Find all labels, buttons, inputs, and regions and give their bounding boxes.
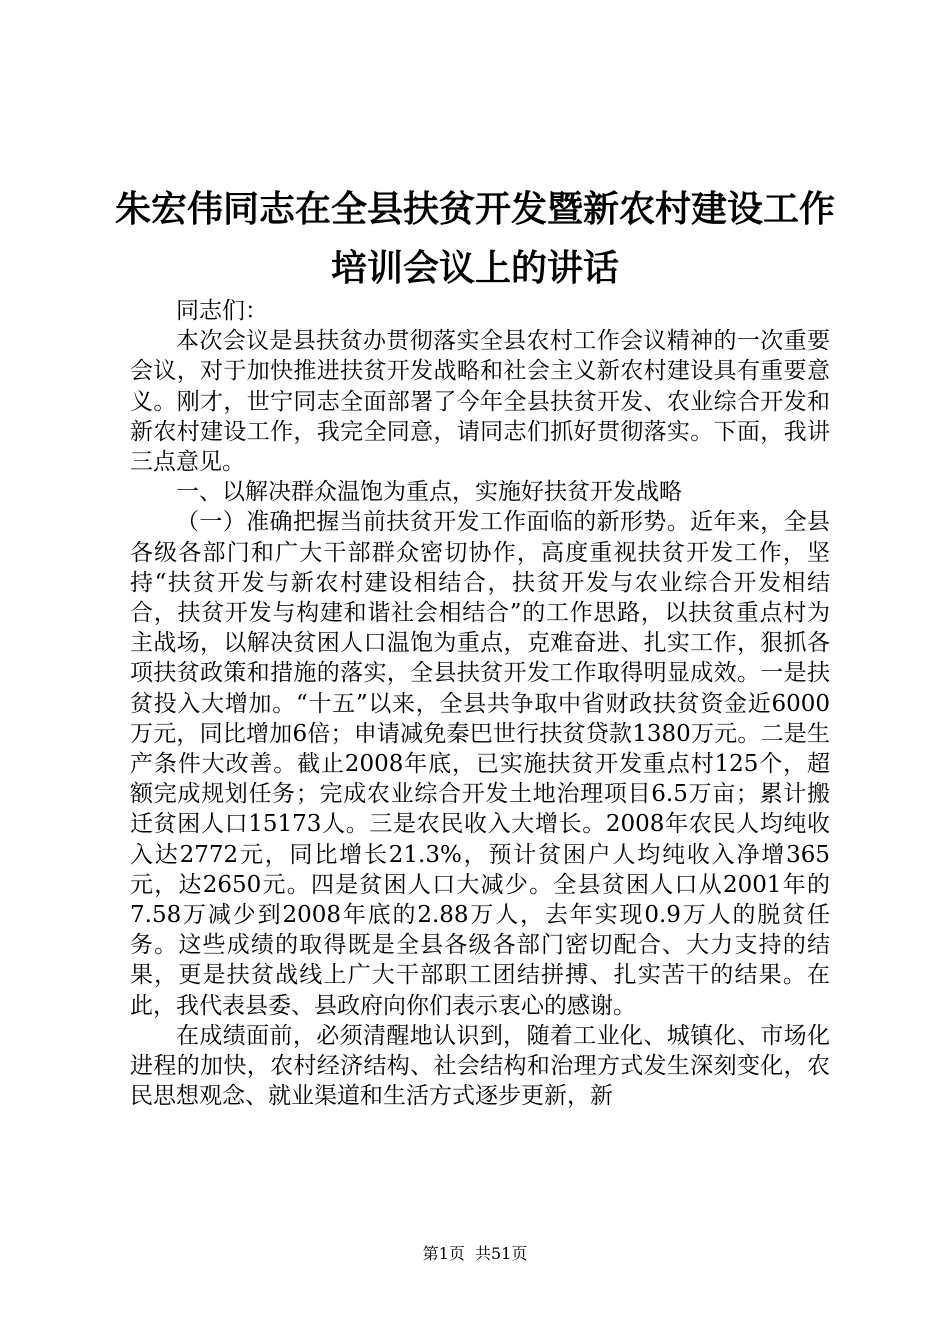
section-heading-1: 一、以解决群众温饱为重点，实施好扶贫开发战略 bbox=[176, 479, 682, 506]
paragraph-opening: 本次会议是县扶贫办贯彻落实全县农村工作会议精神的一次重要会议，对于加快推进扶贫开发战略和社会主义新农村建设具有重要意义。刚才，世宁同志全面部署了今年全县扶贫开发、农业综合开发和新农村建设工作，我完全同意，请同志们抓好贯彻落实。下面，我讲三点意见。 bbox=[130, 328, 830, 476]
page-number: 第1页 共51页 bbox=[422, 1244, 528, 1263]
document-body bbox=[130, 296, 830, 1111]
paragraph-situation: （一）准确把握当前扶贫开发工作面临的新形势。近年来，全县各级各部门和广大干部群众密切协作，高度重视扶贫开发工作，坚持“扶贫开发与新农村建设相结合，扶贫开发与农业综合开发相结合，扶贫开发与构建和谐社会相结合”的工作思路，以扶贫重点村为主战场，以解决贫困人口温饱为重点，克难奋进、扎实工作，狠抓各项扶贫政策和措施的落实，全县扶贫开发工作取得明显成效。一是扶贫投入大增加。“十五”以来，全县共争取中省财政扶贫资金近6000万元，同比增加6倍；申请减免秦巴世行扶贫贷款1380万元。二是生产条件大改善。截止2008年底，已实施扶贫开发重点村125个，超额完成规划任务；完成农业综合开发土地治理项目6.5万亩；累计搬迁贫困人口15173人。三是农民收入大增长。2008年农民人均纯收入达2772元，同比增长21.3%，预计贫困户人均纯收入净增365元，达2650元。四是贫困人口大减少。全县贫困人口从2001年的7.58万减少到2008年底的2.88万人，去年实现0.9万人的脱贫任务。这些成绩的取得既是全县各级各部门密切配合、大力支持的结果，更是扶贫战线上广大干部职工团结拼搏、扎实苦干的结果。在此，我代表县委、县政府向你们表示衷心的感谢。 bbox=[130, 509, 830, 1019]
document-title-line-1: 朱宏伟同志在全县扶贫开发暨新农村建设工作 bbox=[114, 189, 835, 230]
salutation: 同志们： bbox=[176, 298, 268, 324]
paragraph-awareness: 在成绩面前，必须清醒地认识到，随着工业化、城镇化、市场化进程的加快，农村经济结构、社会结构和治理方式发生深刻变化，农民思想观念、就业渠道和生活方式逐步更新，新 bbox=[130, 1022, 830, 1110]
document-title-line-2: 培训会议上的讲话 bbox=[330, 248, 619, 289]
